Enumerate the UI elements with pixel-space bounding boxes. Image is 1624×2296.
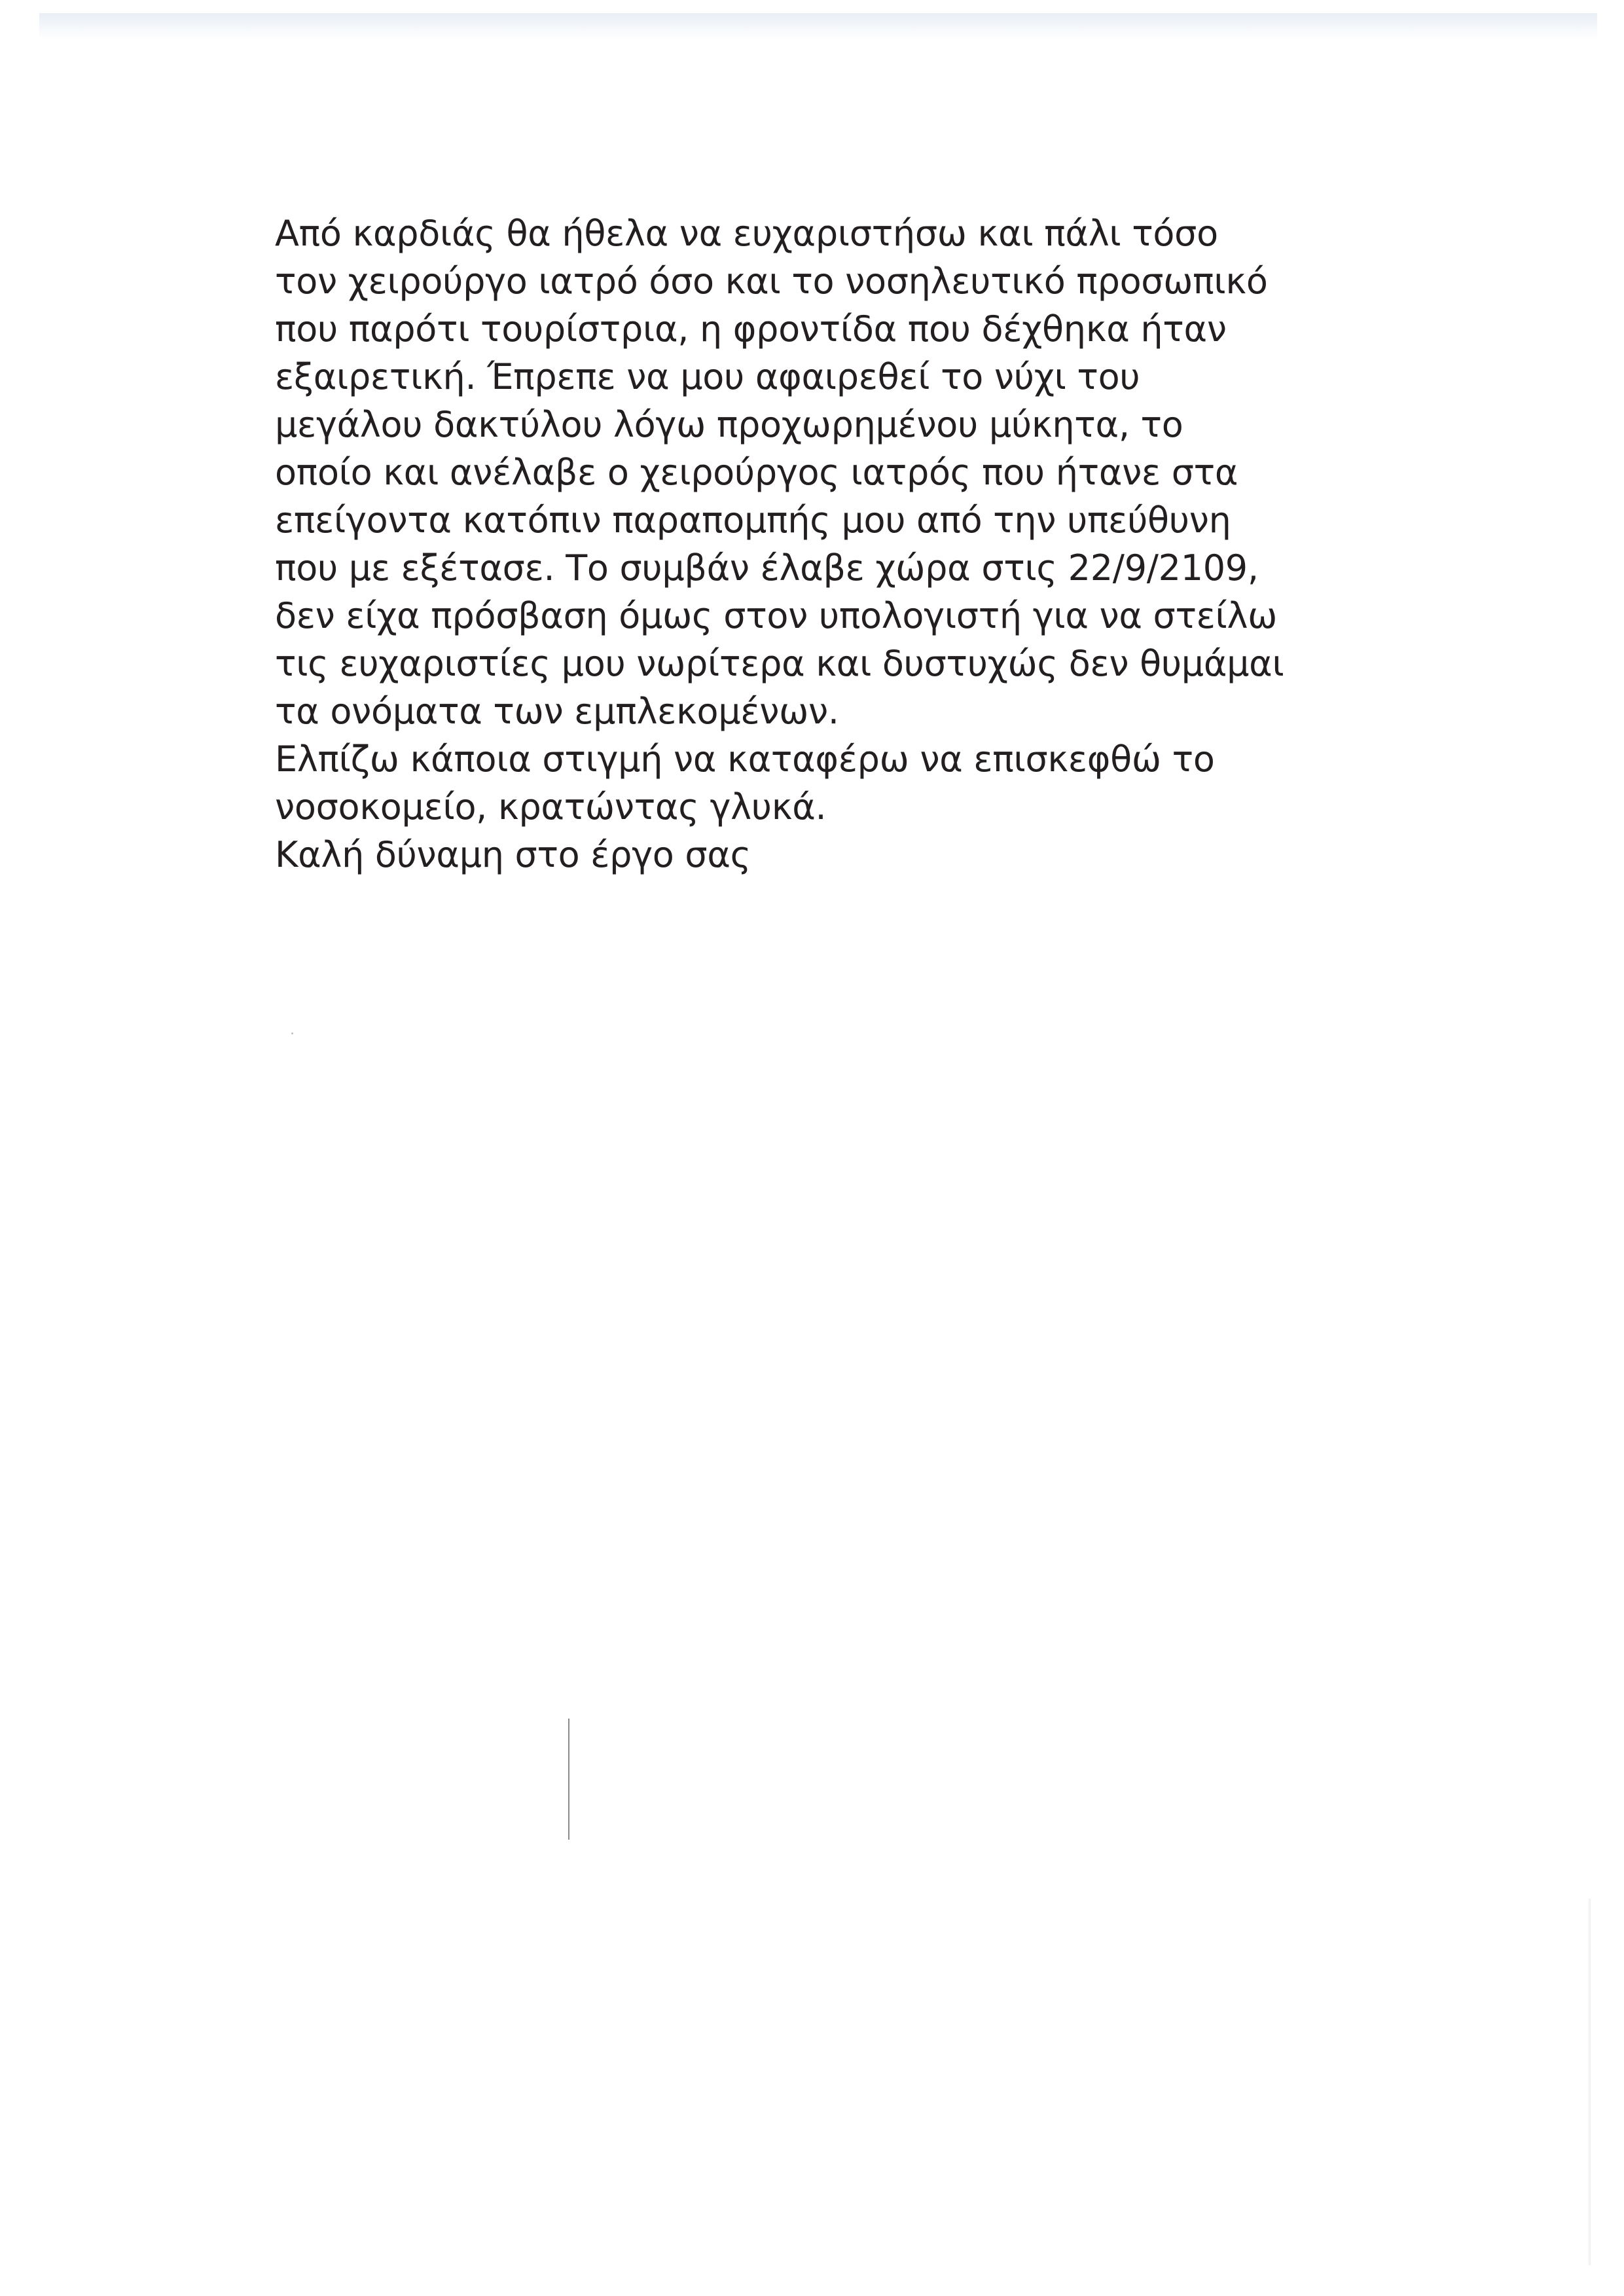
letter-line: Από καρδιάς θα ήθελα να ευχαριστήσω και πάλι τόσο — [275, 213, 1218, 254]
letter-line: που με εξέτασε. Το συμβάν έλαβε χώρα στις 22/9/2109, — [275, 547, 1259, 589]
letter-line: τον χειρούργο ιατρό όσο και το νοσηλευτικό προσωπικό — [275, 261, 1268, 302]
letter-line: δεν είχα πρόσβαση όμως στον υπολογιστή για να στείλω — [275, 595, 1278, 636]
letter-line: τα ονόματα των εμπλεκομένων. — [275, 691, 839, 732]
letter-line: που παρότι τουρίστρια, η φροντίδα που δέχθηκα ήταν — [275, 308, 1227, 350]
letter-line: επείγοντα κατόπιν παραπομπής μου από την υπεύθυνη — [275, 500, 1231, 541]
letter-line: εξαιρετική. Έπρεπε να μου αφαιρεθεί το νύχι του — [275, 356, 1140, 397]
letter-line: τις ευχαριστίες μου νωρίτερα και δυστυχώς δεν θυμάμαι — [275, 643, 1284, 684]
scan-edge-shadow-right — [1587, 1899, 1591, 2265]
letter-line: μεγάλου δακτύλου λόγω προχωρημένου μύκητα, το — [275, 404, 1183, 445]
scan-edge-shadow — [39, 13, 1597, 39]
scan-artifact-dot — [291, 1032, 293, 1034]
scan-artifact-line — [568, 1719, 569, 1840]
letter-line: οποίο και ανέλαβε ο χειρούργος ιατρός που ήτανε στα — [275, 452, 1238, 493]
letter-body — [275, 210, 1453, 879]
letter-line: Καλή δύναμη στο έργο σας — [275, 834, 751, 875]
letter-line: νοσοκομείο, κρατώντας γλυκά. — [275, 786, 827, 828]
letter-line: Ελπίζω κάποια στιγμή να καταφέρω να επισκεφθώ το — [275, 738, 1215, 780]
